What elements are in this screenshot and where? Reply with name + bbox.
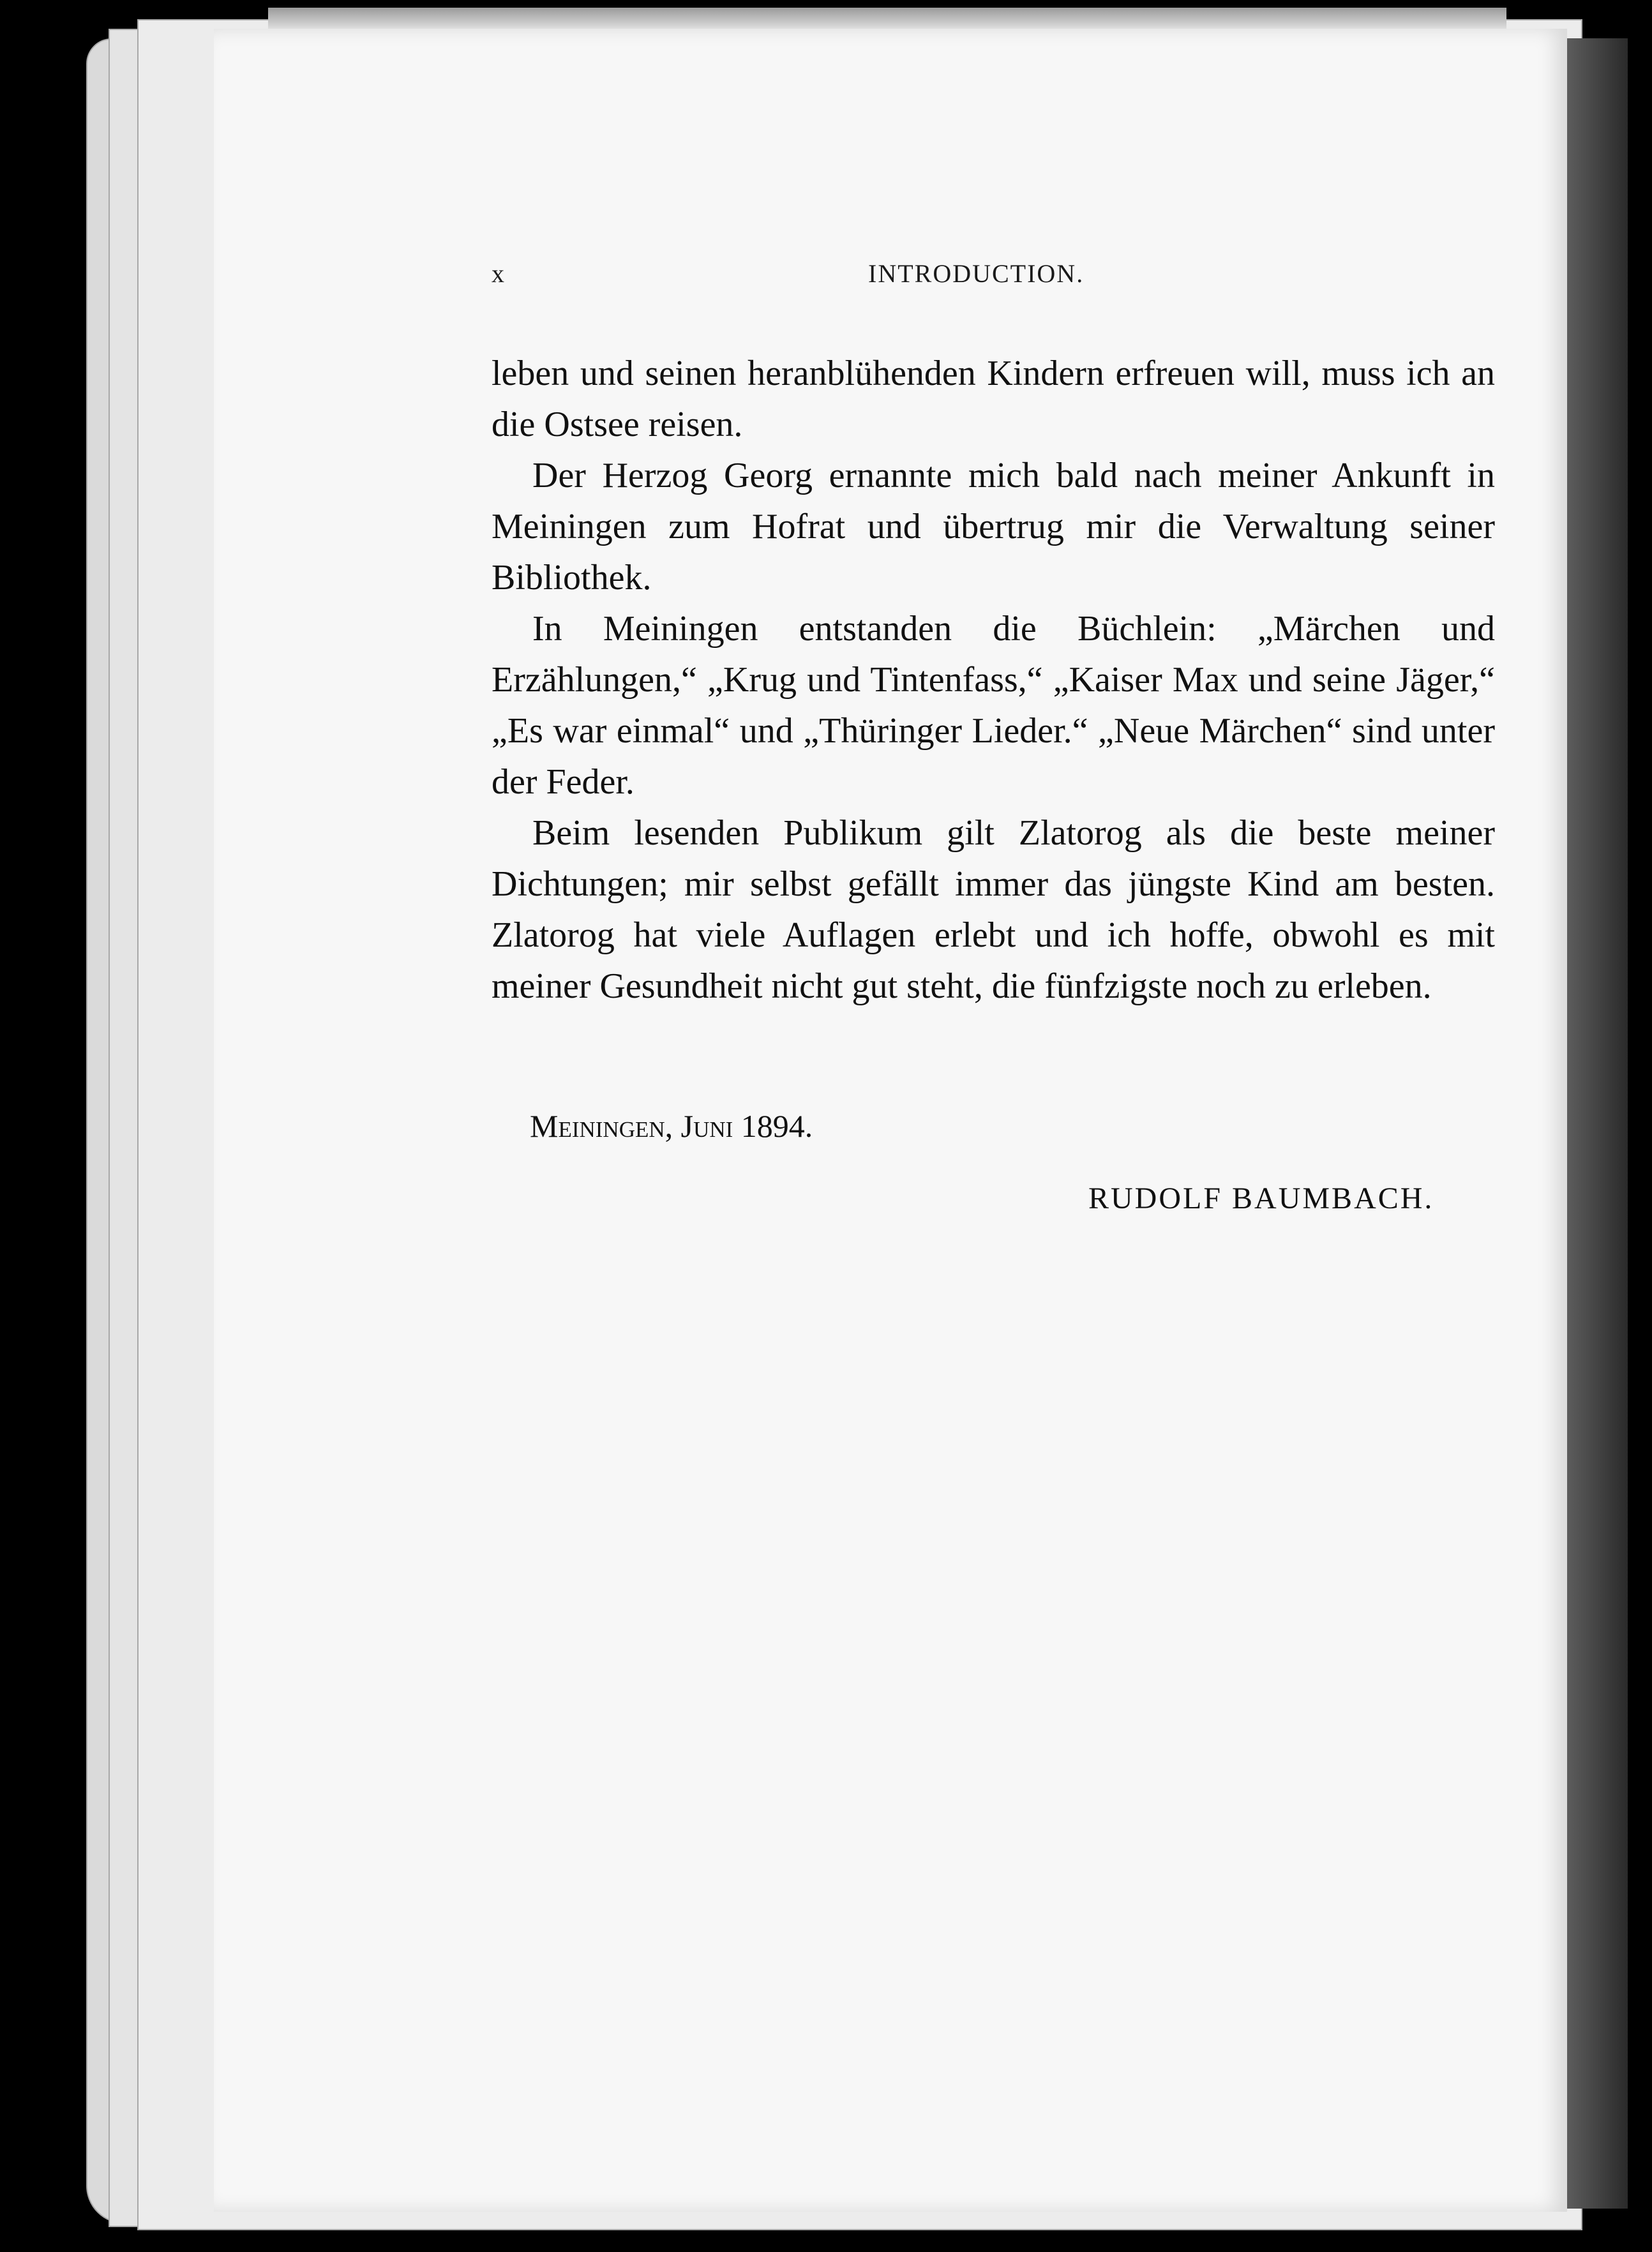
paragraph-2: Der Herzog Georg ernannte mich bald nach meiner Ankunft in Meiningen zum Hofrat und übertrug mir die Verwaltung seiner Bibliothek. xyxy=(492,456,1495,597)
paragraph-3: In Meiningen entstanden die Büchlein: „Märchen und Erzählungen,“ „Krug und Tintenfass,“ „Kaiser Max und seine Jäger,“ „Es war einmal“ und „Thüringer Lieder.“ „Neue Märchen“ sind unter der Feder. xyxy=(492,609,1495,802)
page-number: x xyxy=(492,259,506,288)
body-text xyxy=(492,348,1495,1012)
top-page-strip xyxy=(268,8,1506,29)
page-header xyxy=(492,259,1130,303)
author-signature: RUDOLF BAUMBACH. xyxy=(1088,1182,1434,1215)
paragraph-4: Beim lesenden Publikum gilt Zlatorog als die beste meiner Dichtungen; mir selbst gefällt immer das jüngste Kind am besten. Zlatorog hat viele Auflagen erlebt und ich hoffe, obwohl es mit meiner Gesundheit nicht gut steht, die fünfzigste noch zu erleben. xyxy=(492,813,1495,1006)
dateline: Meiningen, Juni 1894. xyxy=(530,1108,813,1144)
running-title: INTRODUCTION. xyxy=(868,259,1085,288)
paragraph-1: leben und seinen heranblühenden Kindern erfreuen will, muss ich an die Ostsee reisen. xyxy=(492,354,1495,444)
